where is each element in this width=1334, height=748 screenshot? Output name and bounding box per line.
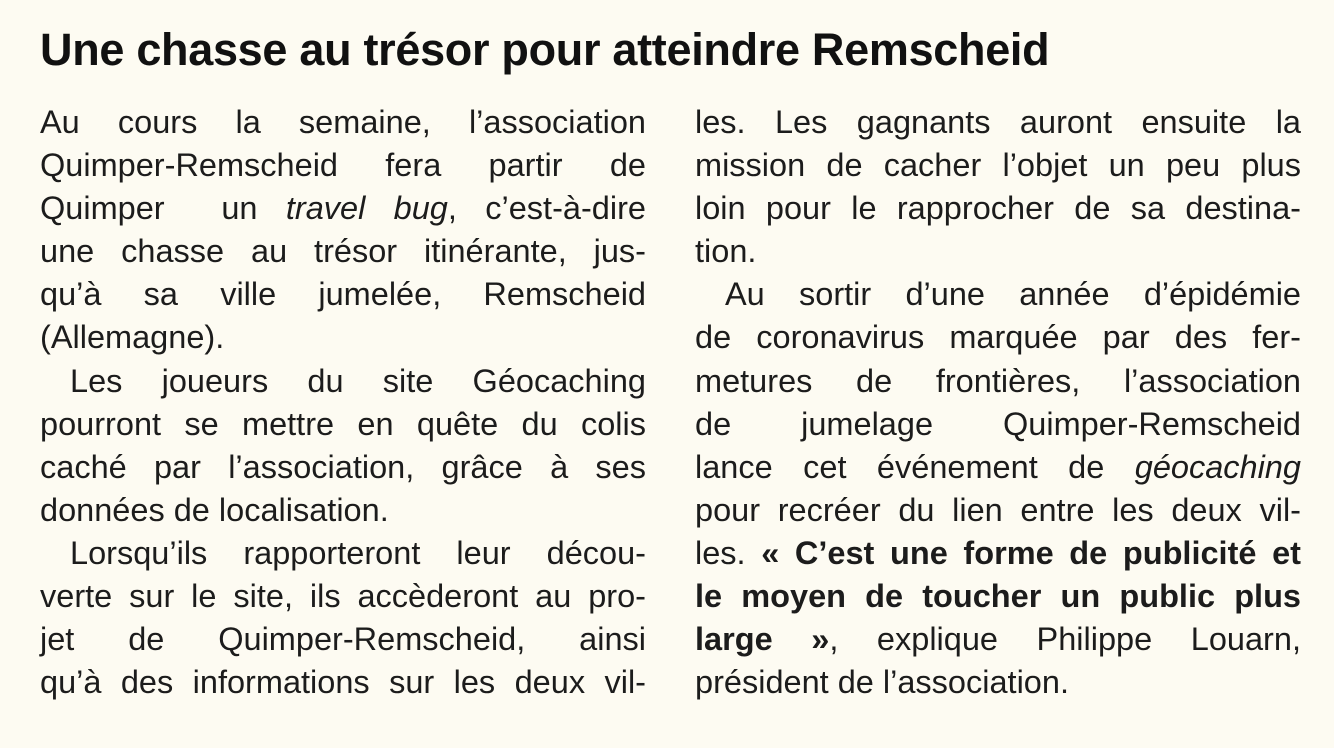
paragraph-3-continued	[695, 101, 1301, 273]
text-line: verte sur le site, ils accèderont au pro-	[40, 578, 646, 615]
text-line: pourront se mettre en quête du colis	[40, 405, 646, 442]
text-line: de jumelage Quimper-Remscheid	[695, 405, 1301, 442]
text-line: données de localisation.	[40, 491, 389, 528]
text-line: tion.	[695, 233, 757, 270]
paragraph-1	[40, 101, 646, 360]
text-line: Les joueurs du site Géocaching	[70, 362, 646, 399]
text-line: de coronavirus marquée par des fer-	[695, 319, 1301, 356]
article-column-right	[695, 101, 1301, 704]
text-line: caché par l’association, grâce à ses	[40, 448, 646, 485]
text-line: les. Les gagnants auront ensuite la	[695, 104, 1301, 140]
article-column-left	[40, 101, 646, 704]
quote-bold: « C’est une forme de publicité et	[761, 534, 1301, 571]
text-line: (Allemagne).	[40, 319, 225, 356]
italic-term: géocaching	[1134, 448, 1301, 485]
text-line: Lorsqu’ils rapporteront leur décou-	[70, 534, 646, 571]
paragraph-3	[40, 532, 646, 704]
text-line: Quimper-Remscheid fera partir de	[40, 147, 646, 184]
text-line: Quimper un travel bug, c’est-à-dire	[40, 190, 647, 227]
article-headline: Une chasse au trésor pour atteindre Remscheid	[40, 24, 1050, 75]
text-line: une chasse au trésor itinérante, jus-	[40, 233, 646, 270]
text-line: pour recréer du lien entre les deux vil-	[695, 491, 1301, 528]
text-line: les. « C’est une forme de publicité et	[695, 534, 1301, 571]
quote-bold-line: le moyen de toucher un public plus	[695, 578, 1301, 615]
paragraph-2	[40, 360, 646, 532]
text-line: qu’à sa ville jumelée, Remscheid	[40, 276, 646, 313]
italic-term: travel bug	[285, 190, 448, 227]
text-line: Au sortir d’une année d’épidémie	[725, 276, 1301, 313]
text-line: président de l’association.	[695, 664, 1069, 701]
text-line: qu’à des informations sur les deux vil-	[40, 664, 646, 701]
text-line: jet de Quimper-Remscheid, ainsi	[40, 621, 646, 658]
text-line: lance cet événement de géocaching	[695, 448, 1301, 485]
text-line: metures de frontières, l’association	[695, 362, 1301, 399]
paragraph-4	[695, 273, 1301, 704]
text-line: Au cours la semaine, l’association	[40, 104, 646, 140]
quote-bold: large »	[695, 621, 830, 658]
text-line: mission de cacher l’objet un peu plus	[695, 147, 1301, 184]
text-line: large », explique Philippe Louarn,	[695, 621, 1301, 658]
text-line: loin pour le rapprocher de sa destina-	[695, 190, 1301, 227]
